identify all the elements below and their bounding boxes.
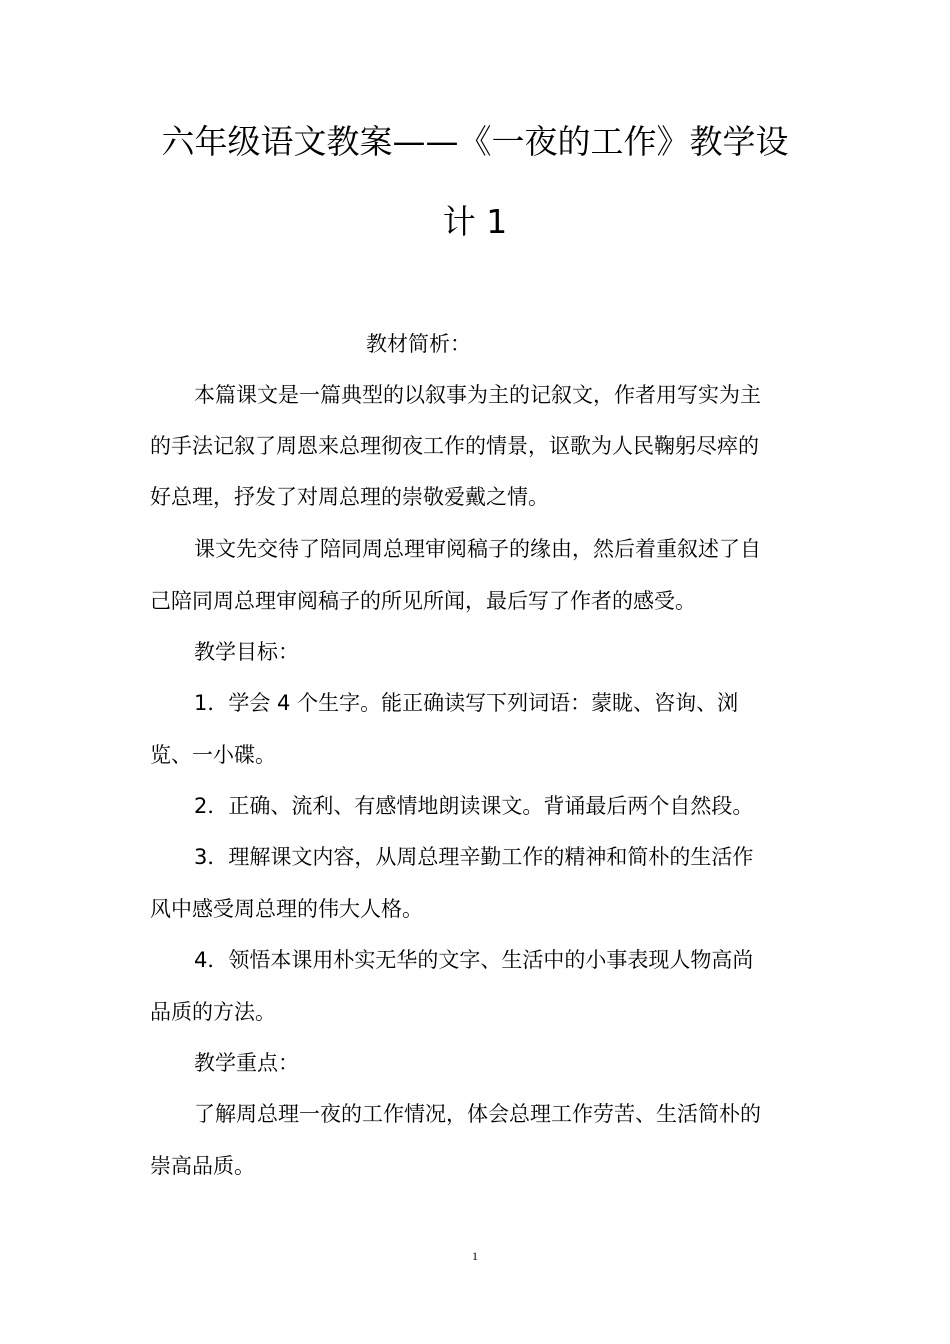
paragraph-line: 了解周总理一夜的工作情况，体会总理工作劳苦、生活简朴的 bbox=[194, 1102, 761, 1126]
paragraph-line: 的手法记叙了周恩来总理彻夜工作的情景，讴歌为人民鞠躬尽瘁的 bbox=[150, 434, 759, 458]
document-title-line-1: 六年级语文教案——《一夜的工作》教学设 bbox=[161, 122, 789, 161]
document-title-line-2: 计 1 bbox=[442, 202, 508, 241]
section-heading-teaching-goals: 教学目标： bbox=[194, 640, 299, 664]
list-item-line: 4．领悟本课用朴实无华的文字、生活中的小事表现人物高尚 bbox=[194, 948, 754, 972]
list-item-line: 品质的方法。 bbox=[150, 1000, 276, 1024]
section-heading-teaching-focus: 教学重点： bbox=[194, 1051, 299, 1075]
list-item-line: 2．正确、流利、有感情地朗读课文。背诵最后两个自然段。 bbox=[194, 794, 754, 818]
paragraph-line: 本篇课文是一篇典型的以叙事为主的记叙文，作者用写实为主 bbox=[194, 383, 761, 407]
list-item-line: 3．理解课文内容，从周总理辛勤工作的精神和简朴的生活作 bbox=[194, 845, 754, 869]
paragraph-line: 崇高品质。 bbox=[150, 1154, 255, 1178]
list-item-line: 览、一小碟。 bbox=[150, 743, 276, 767]
paragraph-line: 己陪同周总理审阅稿子的所见所闻，最后写了作者的感受。 bbox=[150, 589, 696, 613]
page-number: 1 bbox=[472, 1249, 478, 1263]
list-item-line: 风中感受周总理的伟大人格。 bbox=[150, 897, 423, 921]
list-item-line: 1．学会 4 个生字。能正确读写下列词语：蒙眬、咨询、浏 bbox=[194, 691, 739, 715]
section-heading-textbook-analysis: 教材简析： bbox=[366, 332, 471, 356]
paragraph-line: 课文先交待了陪同周总理审阅稿子的缘由，然后着重叙述了自 bbox=[194, 537, 761, 561]
paragraph-line: 好总理，抒发了对周总理的崇敬爱戴之情。 bbox=[150, 485, 549, 509]
